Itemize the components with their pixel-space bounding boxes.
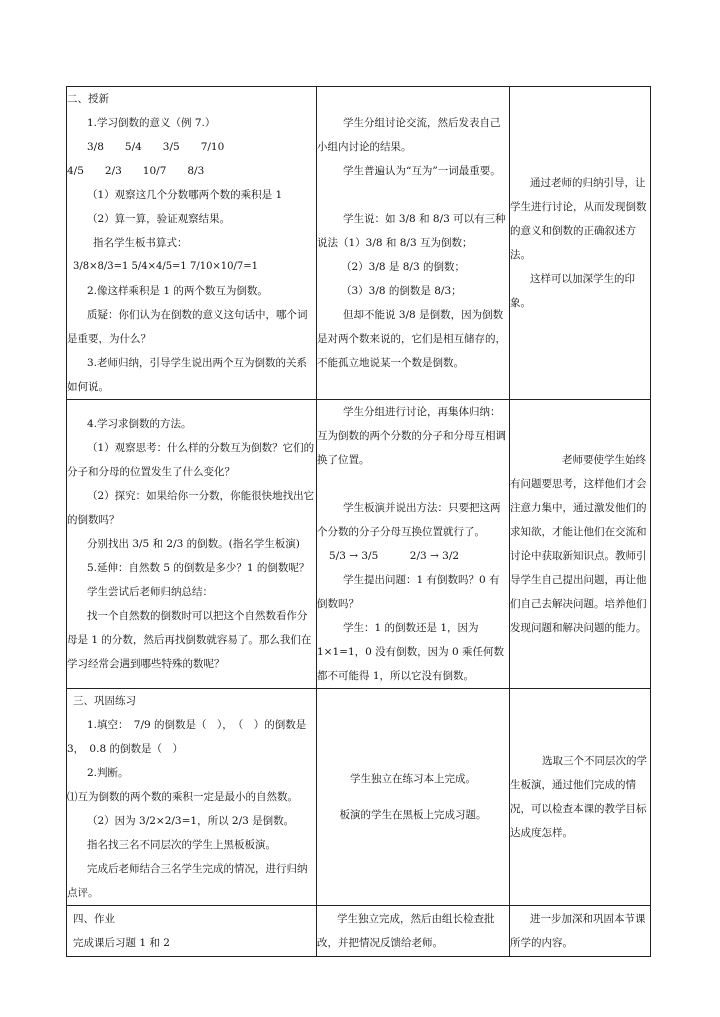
table-row bbox=[67, 689, 651, 906]
teaching-content-cell bbox=[67, 87, 317, 400]
student-activity-cell bbox=[317, 87, 510, 400]
student-activity-cell bbox=[317, 400, 510, 689]
content-line: 4/5 2/3 10/7 8/3 bbox=[67, 165, 205, 177]
design-intent-cell bbox=[510, 689, 651, 906]
student-line: 但却不能说 3/8 是倒数，因为倒数是对两个数来说的，它们是相互储存的，不能孤立地说某一个数是倒数。 bbox=[317, 309, 506, 369]
content-line: 5.延伸：自然数 5 的倒数是多少？1 的倒数呢？ bbox=[87, 562, 310, 574]
content-line: ⑴互为倒数的两个数的乘积一定是最小的自然数。 bbox=[67, 791, 298, 803]
student-line: （2）3/8 是 8/3 的倒数； bbox=[341, 261, 465, 273]
content-line: （1）观察这几个分数哪两个数的乘积是 1 bbox=[87, 189, 283, 201]
content-line: 学生尝试后老师归纳总结： bbox=[87, 586, 213, 598]
student-activity-cell bbox=[317, 906, 510, 957]
content-line: （2）因为 3/2×2/3=1，所以 2/3 是倒数。 bbox=[87, 815, 295, 827]
content-line: 完成课后习题 1 和 2 bbox=[73, 937, 170, 949]
student-activity-cell bbox=[317, 689, 510, 906]
intent-line: 通过老师的归纳引导，让学生进行讨论，从而发现倒数的意义和倒数的正确叙述方法。 bbox=[510, 177, 647, 261]
student-line bbox=[317, 183, 509, 207]
design-intent-cell bbox=[510, 906, 651, 957]
student-line bbox=[317, 472, 509, 496]
table-row bbox=[67, 87, 651, 400]
student-line: 学生：1 的倒数还是 1，因为 1×1=1，0 没有倒数，因为 0 乘任何数都不可能得 1，所以它没有倒数。 bbox=[317, 622, 505, 682]
content-line: 2.判断。 bbox=[87, 767, 129, 779]
content-line: 指名学生板书算式： bbox=[93, 237, 188, 249]
design-intent-cell bbox=[510, 400, 651, 689]
student-line: 板演的学生在黑板上完成习题。 bbox=[339, 809, 487, 821]
content-line: 分别找出 3/5 和 2/3 的倒数。(指名学生板演) bbox=[87, 538, 300, 550]
content-line: （2）探究：如果给你一分数，你能很快地找出它的倒数吗？ bbox=[67, 490, 315, 526]
student-line: 学生独立完成，然后由组长检查批改，并把情况反馈给老师。 bbox=[317, 913, 495, 949]
content-line: 1.填空： 7/9 的倒数是（ ）， （ ）的倒数是 3， 0.8 的倒数是（ ） bbox=[67, 719, 310, 755]
content-line: 2.像这样乘积是 1 的两个数互为倒数。 bbox=[87, 285, 268, 297]
student-line: 学生板演并说出方法：只要把这两个分数的分子分母互换位置就行了。 bbox=[317, 502, 501, 538]
teaching-content-cell bbox=[67, 689, 317, 906]
student-line: 学生普遍认为“互为”一词最重要。 bbox=[343, 165, 501, 177]
table-row bbox=[67, 906, 651, 957]
content-line: （2）算一算，验证观察结果。 bbox=[87, 213, 231, 225]
content-line: 完成后老师结合三名学生完成的情况，进行归纳点评。 bbox=[67, 863, 308, 899]
content-line: 指名找三名不同层次的学生上黑板板演。 bbox=[87, 839, 276, 851]
student-line: 学生提出问题：1 有倒数吗？0 有倒数吗？ bbox=[317, 574, 500, 610]
content-line: 3/8×8/3=1 5/4×4/5=1 7/10×10/7=1 bbox=[73, 261, 259, 272]
content-line: 找一个自然数的倒数时可以把这个自然数看作分母是 1 的分数，然后再找倒数就容易了。那么我们在学习经常会遇到哪些特殊的数呢？ bbox=[67, 610, 312, 670]
table-row bbox=[67, 400, 651, 689]
intent-line: 选取三个不同层次的学生板演，通过他们完成的情况，可以检查本课的教学目标达成度怎样。 bbox=[510, 755, 647, 839]
student-line: （3）3/8 的倒数是 8/3； bbox=[341, 285, 462, 297]
intent-line: 老师要使学生始终有问题要思考，这样他们才会注意力集中，通过激发他们的求知欲，才能让他们在交流和讨论中获取新知识点。教师引导学生自己提出问题，再让他们自己去解决问题。培养他们发现问题和解决问题的能力。 bbox=[510, 454, 647, 634]
section-heading: 四、作业 bbox=[73, 913, 115, 925]
student-line: 学生说：如 3/8 和 8/3 可以有三种说法（1）3/8 和 8/3 互为倒数； bbox=[317, 213, 506, 249]
lesson-plan-table bbox=[66, 86, 651, 957]
content-line: （1）观察思考：什么样的分数互为倒数？它们的分子和分母的位置发生了什么变化？ bbox=[67, 442, 315, 478]
intent-line: 这样可以加深学生的印象。 bbox=[510, 273, 635, 309]
section-heading: 二、授新 bbox=[67, 93, 109, 105]
content-line: 4.学习求倒数的方法。 bbox=[87, 418, 192, 430]
teaching-content-cell bbox=[67, 906, 317, 957]
teaching-content-cell bbox=[67, 400, 317, 689]
student-line: 5/3 → 3/5 2/3 → 3/2 bbox=[329, 550, 460, 562]
content-line: 3.老师归纳，引导学生说出两个互为倒数的关系如何说。 bbox=[67, 357, 308, 393]
content-line: 质疑：你们认为在倒数的意义这句话中，哪个词是重要，为什么？ bbox=[67, 309, 308, 345]
content-line: 3/8 5/4 3/5 7/10 bbox=[87, 141, 225, 153]
intent-line: 进一步加深和巩固本节课所学的内容。 bbox=[510, 913, 646, 949]
student-line: 学生独立在练习本上完成。 bbox=[350, 773, 476, 785]
design-intent-cell bbox=[510, 87, 651, 400]
student-line: 学生分组讨论交流，然后发表自己小组内讨论的结果。 bbox=[317, 117, 501, 153]
section-heading: 三、巩固练习 bbox=[73, 695, 136, 707]
content-line: 1.学习倒数的意义（例 7.） bbox=[87, 117, 216, 129]
student-line: 学生分组进行讨论，再集体归纳：互为倒数的两个分数的分子和分母互相调换了位置。 bbox=[317, 406, 506, 466]
